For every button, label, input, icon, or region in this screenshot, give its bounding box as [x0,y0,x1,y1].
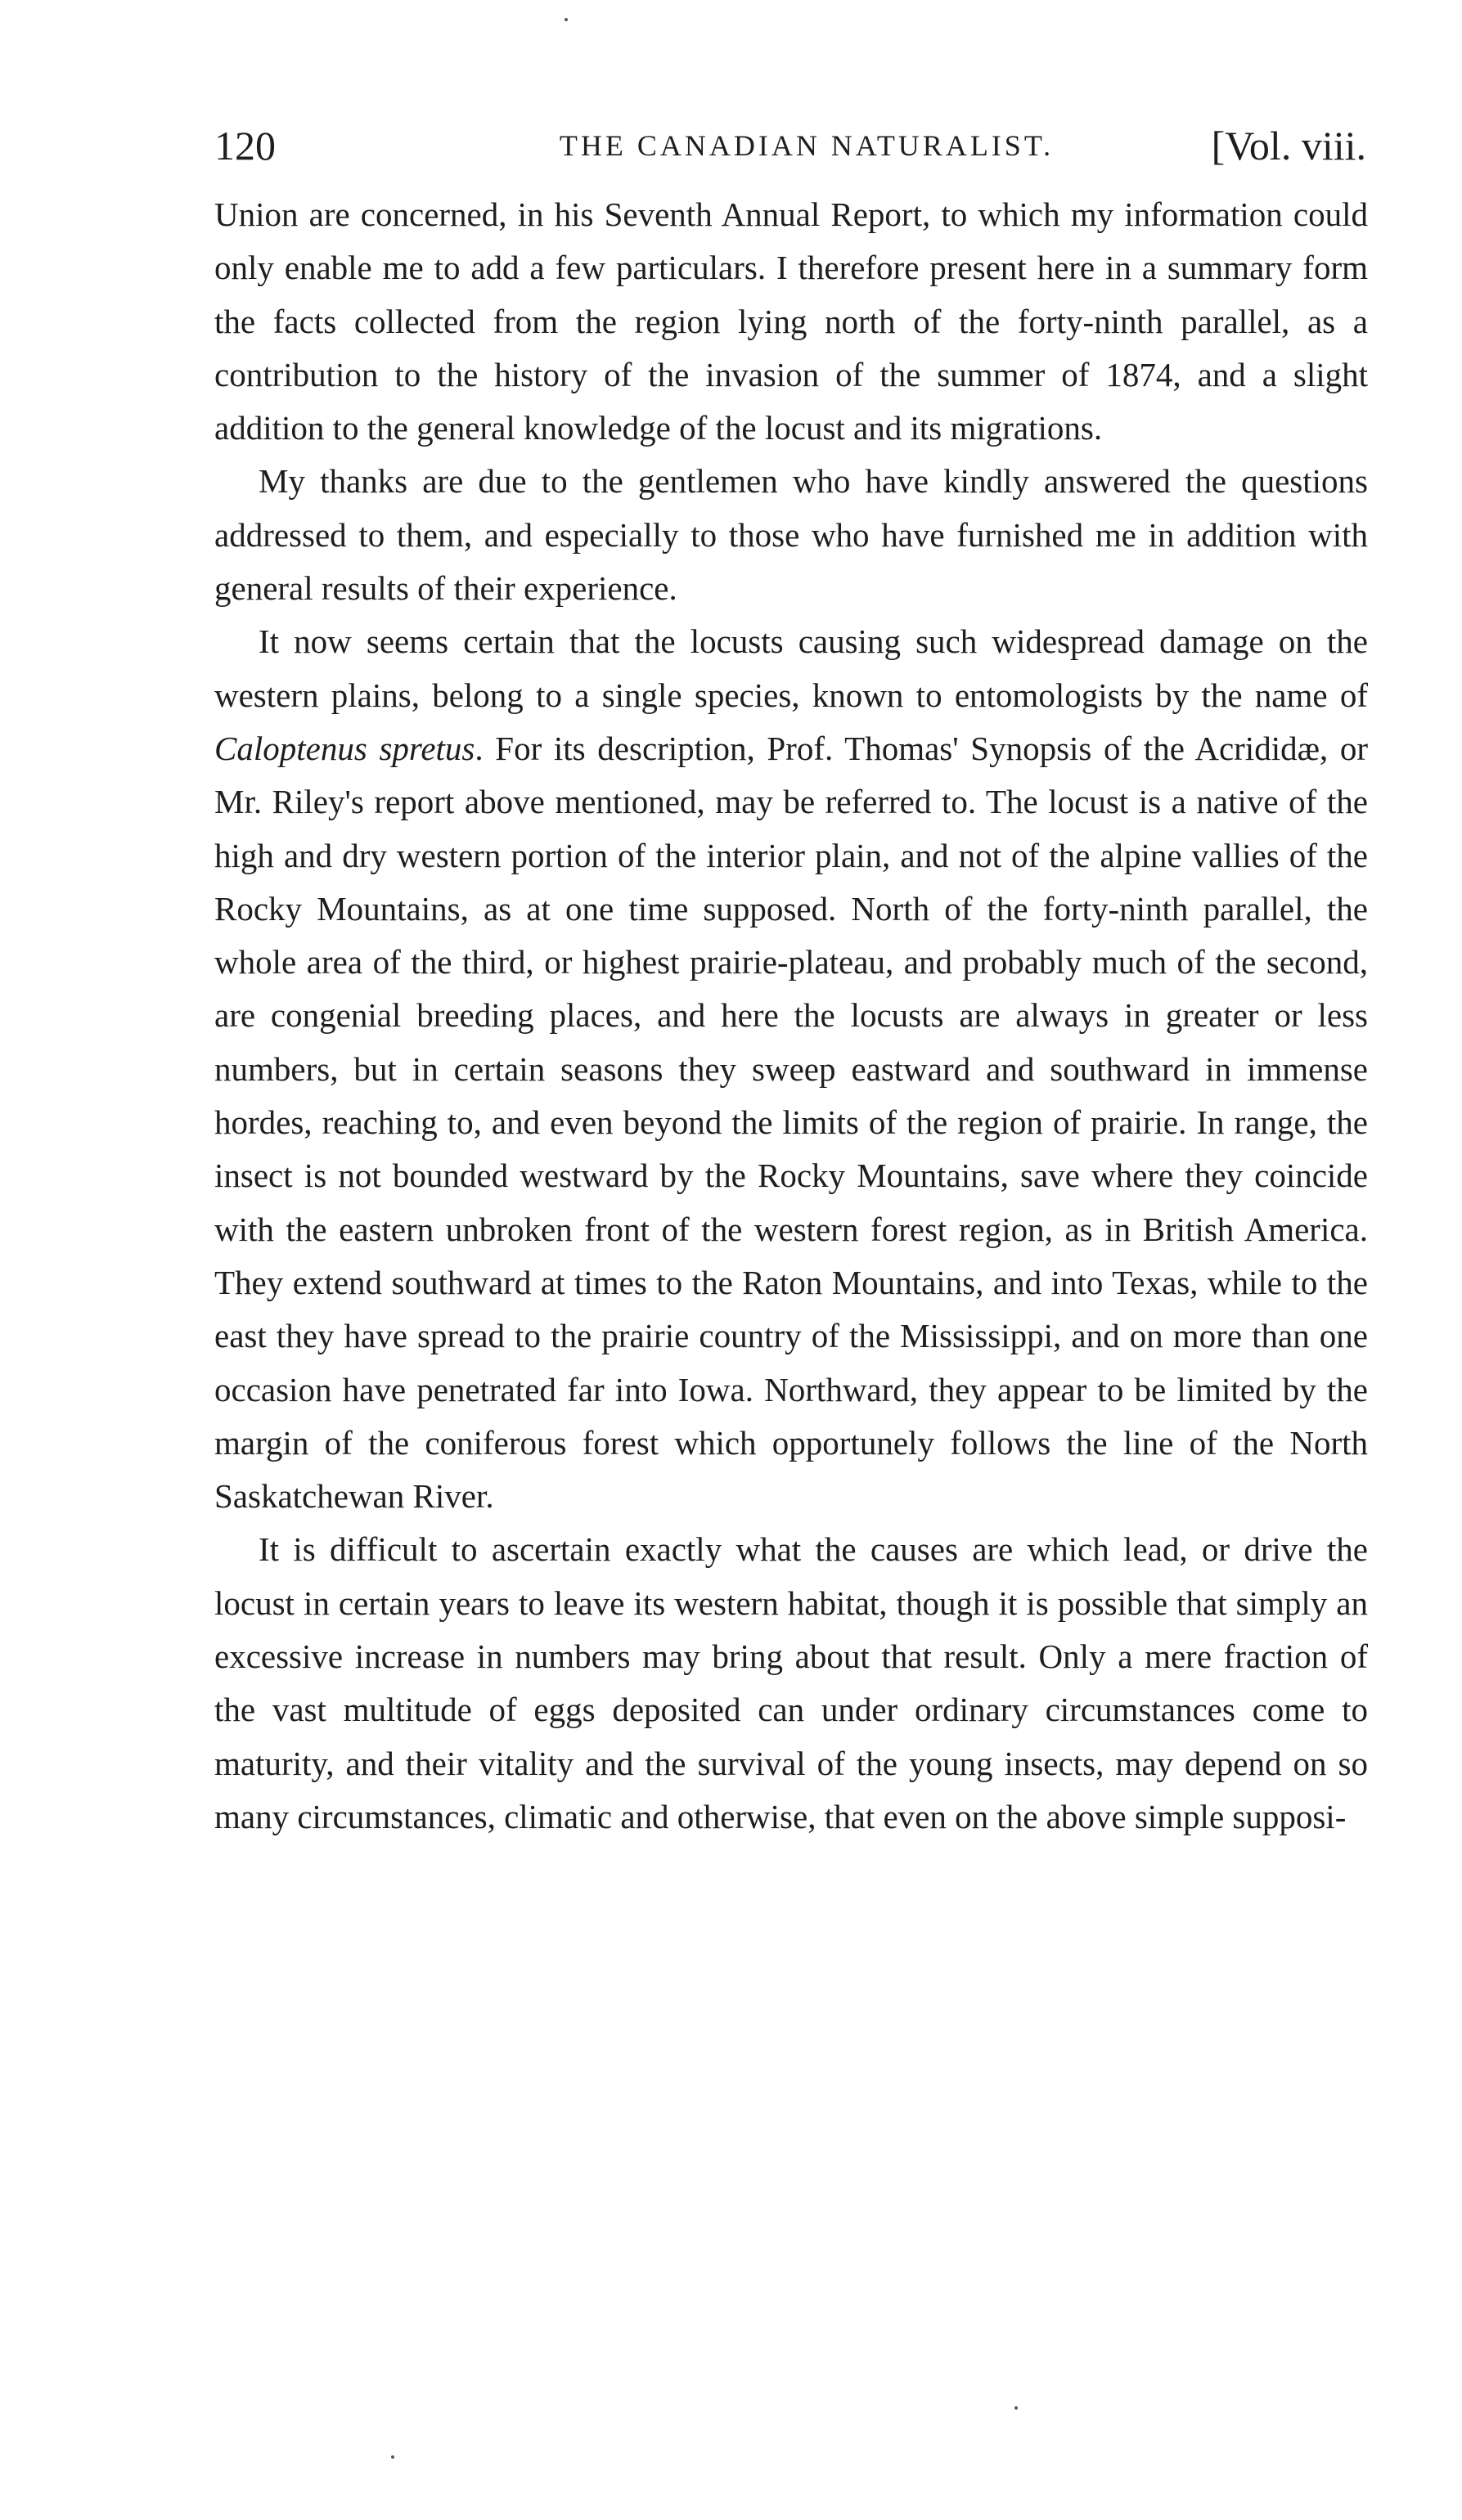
volume-label: [Vol. viii. [1211,123,1366,168]
paper-speck [565,18,568,21]
species-name: Caloptenus spretus [214,729,475,767]
running-head [214,115,1366,177]
journal-title: THE CANADIAN NATURALIST. [559,129,1055,162]
paragraph-continuation: Union are concerned, in his Seventh Annual Report, to which my information could only enable me to add a few particulars. I therefore present here in a summary form the facts collected from the region lying north of the forty-ninth parallel, as a contribution to the history of the invasion of the summer of 1874, and a slight addition to the general knowledge of the locust and its migrations. [214,195,1368,447]
article-body [214,188,1368,1844]
paragraph-species-range [214,615,1368,1523]
paragraph-text-before-species: It now seems certain that the locusts causing such widespread damage on the western plains, belong to a single species, known to entomologists by the name of [214,622,1368,714]
paper-speck [1014,2406,1018,2410]
paper-speck [391,2455,394,2459]
paragraph-migration-causes: It is difficult to ascertain exactly what the causes are which lead, or drive the locust in certain years to leave its western habitat, though it is possible that simply an excessive increase in numbers may bring about that result. Only a mere fraction of the vast multitude of eggs deposited can under ordinary circumstances come to maturity, and their vitality and the survival of the young insects, may depend on so many circumstances, climatic and otherwise, that even on the above simple supposi- [214,1530,1368,1835]
paragraph-acknowledgements: My thanks are due to the gentlemen who have kindly answered the questions addressed to them, and especially to those who have furnished me in addition with general results of their experience. [214,462,1368,608]
paragraph-text-after-species: . For its description, Prof. Thomas' Synopsis of the Acrididæ, or Mr. Riley's report above mentioned, may be referred to. The locust is a native of the high and dry western portion of the interior plain, and not of the alpine vallies of the Rocky Mountains, as at one time supposed. North of the forty-ninth parallel, the whole area of the third, or highest prairie-plateau, and probably much of the second, are congenial breeding places, and here the locusts are always in greater or less numbers, but in certain seasons they sweep eastward and southward in immense hordes, reaching to, and even beyond the limits of the region of prairie. In range, the insect is not bounded westward by the Rocky Mountains, save where they coincide with the eastern unbroken front of the western forest region, as in British America. They extend southward at times to the Raton Mountains, and into Texas, while to the east they have spread to the prairie country of the Mississippi, and on more than one occasion have penetrated far into Iowa. Northward, they appear to be limited by the margin of the coniferous forest which opportunely follows the line of the North Saskatchewan River. [214,729,1368,1516]
page-number: 120 [214,123,276,168]
